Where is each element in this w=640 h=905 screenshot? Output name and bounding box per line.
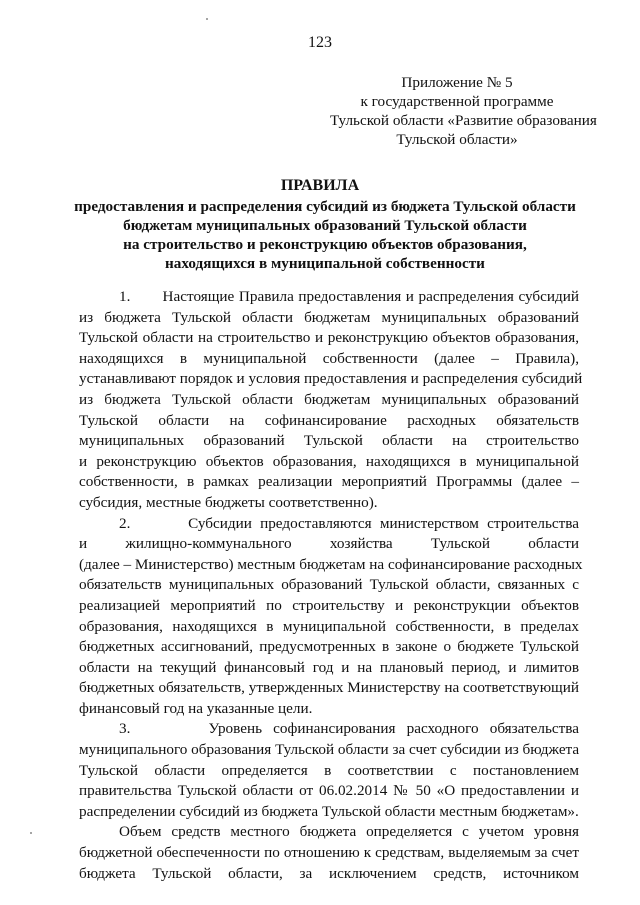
paragraph-1-line: Тульской области на софинансирование расходных обязательств [79, 411, 579, 429]
paragraph-2-line: реализацией мероприятий по строительству и реконструкции объектов [79, 596, 579, 614]
paragraph-2-line: и жилищно-коммунального хозяйства Тульской области [79, 535, 579, 553]
paragraph-2-line: финансовый год на указанные цели. [79, 699, 313, 717]
paragraph-4-line: бюджетной обеспеченности по отношению к средствам, выделяемым за счет [79, 844, 579, 862]
paragraph-1-line: муниципальных образований Тульской области на строительство [79, 432, 579, 450]
document-subtitle [60, 197, 590, 273]
page-number: 123 [308, 34, 332, 51]
paragraph-3-line: Тульской области определяется в соответствии с постановлением [79, 761, 579, 779]
document-title: ПРАВИЛА [280, 177, 360, 194]
paragraph-2-line: (далее – Министерство) местным бюджетам на софинансирование расходных [79, 555, 583, 573]
paragraph-4-line: бюджета Тульской области, за исключением средств, источником [79, 864, 579, 882]
paragraph-1-line: из бюджета Тульской области бюджетам муниципальных образований [79, 308, 579, 326]
subtitle-line: на строительство и реконструкцию объектов образования, [123, 236, 527, 253]
paragraph-2-line: образования, находящихся в муниципальной собственности, в пределах [79, 617, 579, 635]
paragraph-2-line: 2. Субсидии предоставляются министерством строительства [119, 514, 579, 532]
paragraph-1-line: находящихся в муниципальной собственности (далее – Правила), [79, 349, 579, 367]
paragraph-1-line: субсидия, местные бюджеты соответственно). [79, 493, 378, 511]
appendix-line: Приложение № 5 [401, 74, 513, 91]
appendix-header [330, 73, 597, 149]
paragraph-2-line: бюджетных ассигнований, предусмотренных в законе о бюджете Тульской [79, 638, 579, 656]
paragraph-1-line: устанавливают порядок и условия предоставления и распределения субсидий [79, 370, 583, 388]
paragraph-4-line: Объем средств местного бюджета определяется с учетом уровня [119, 823, 579, 841]
appendix-line: Тульской области «Развитие образования [330, 112, 597, 129]
paragraph-2-line: области на текущий финансовый год и на плановый период, и лимитов [79, 658, 579, 676]
paragraph-2-line: бюджетных обязательств, утвержденных Министерству на соответствующий [79, 679, 579, 697]
appendix-line: Тульской области» [396, 131, 518, 148]
paragraph-1-line: собственности, в рамках реализации мероприятий Программы (далее – [79, 473, 579, 491]
subtitle-line: бюджетам муниципальных образований Тульской области [123, 217, 527, 234]
paragraph-3-line: распределении субсидий из бюджета Тульской области местным бюджетам». [79, 802, 579, 820]
rules-body [79, 287, 583, 884]
subtitle-line: предоставления и распределения субсидий из бюджета Тульской области [74, 198, 576, 215]
paragraph-3-line: правительства Тульской области от 06.02.2014 № 50 «О предоставлении и [79, 782, 579, 800]
paragraph-1-line: и реконструкцию объектов образования, находящихся в муниципальной [79, 452, 579, 470]
scan-speck [206, 18, 208, 20]
scan-speck [30, 832, 32, 834]
paragraph-1-line: из бюджета Тульской области бюджетам муниципальных образований [79, 390, 579, 408]
paragraph-3-line: муниципального образования Тульской области за счет субсидии из бюджета [79, 741, 580, 759]
paragraph-1-line: 1. Настоящие Правила предоставления и распределения субсидий [119, 288, 579, 305]
subtitle-line: находящихся в муниципальной собственности [165, 255, 485, 272]
paragraph-2-line: обязательств муниципальных образований Тульской области, связанных с [79, 576, 579, 594]
appendix-line: к государственной программе [360, 93, 554, 110]
paragraph-1-line: Тульской области на строительство и реконструкцию объектов образования, [79, 329, 579, 347]
paragraph-3-line: 3. Уровень софинансирования расходного обязательства [119, 720, 579, 738]
